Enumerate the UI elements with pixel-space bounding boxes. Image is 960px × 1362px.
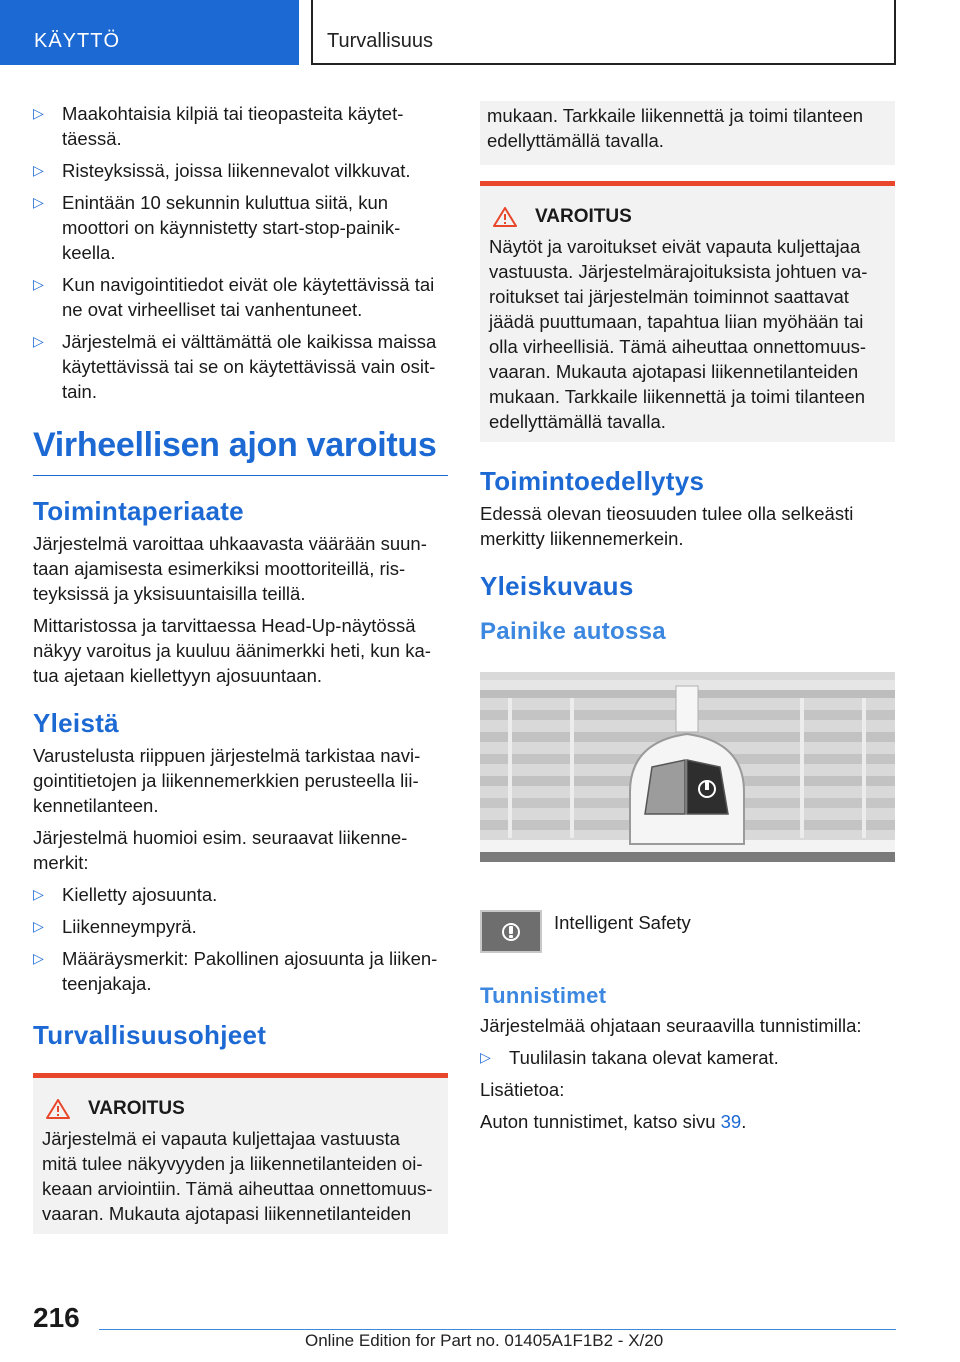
- section-label: KÄYTTÖ: [34, 30, 121, 52]
- list-item: [33, 882, 448, 907]
- list-item-text: Enintään 10 sekunnin kuluttua siitä, kun moottori on käynnistetty start-stop-painik-keella.: [62, 192, 401, 263]
- list-item: [33, 946, 448, 996]
- list-item-text: Kun navigointitiedot eivät ole käytettävissä tai ne ovat virheelliset tai vanhentuneet.: [62, 274, 435, 320]
- right-column: [480, 101, 895, 1141]
- reference-end: .: [741, 1111, 747, 1132]
- bullet-list-signs: [33, 882, 448, 996]
- principle-paragraph-2: Mittaristossa ja tarvittaessa Head-Up-näytössä näkyy varoitus ja kuuluu äänimerkki heti, kun ka-tua ajetaan kiellettyyn ajosuuntaan.: [33, 615, 431, 686]
- bullet-triangle-icon: ▷: [33, 105, 44, 121]
- general-paragraph-2: Järjestelmä huomioi esim. seuraavat liikenne-merkit:: [33, 827, 408, 873]
- sensors-paragraph: Järjestelmää ohjataan seuraavilla tunnistimilla:: [480, 1015, 862, 1036]
- warning-box: [33, 1073, 448, 1234]
- list-item: [33, 158, 448, 183]
- main-heading: Virheellisen ajon varoitus: [33, 426, 448, 476]
- heading-overview: Yleiskuvaus: [480, 571, 634, 601]
- heading-button: Painike autossa: [480, 618, 666, 645]
- page-number: 216: [33, 1302, 80, 1333]
- bullet-triangle-icon: ▷: [33, 918, 44, 934]
- heading-safety: Turvallisuusohjeet: [33, 1020, 267, 1050]
- footer-edition: Online Edition for Part no. 01405A1F1B2 - X/20: [305, 1331, 664, 1350]
- warning-title: VAROITUS: [88, 1098, 185, 1119]
- bullet-triangle-icon: ▷: [33, 162, 44, 178]
- warning-header: [46, 1098, 439, 1120]
- bullet-triangle-icon: ▷: [33, 276, 44, 292]
- warning-text: Järjestelmä ei vapauta kuljettajaa vastuusta mitä tulee näkyvyyden ja liikennetilanteiden oi-keaan arviointiin. Tämä aiheuttaa onnettomuus-vaaran. Mukauta ajotapasi liikennetilanteiden: [42, 1128, 433, 1224]
- heading-principle: Toimintaperiaate: [33, 496, 244, 526]
- list-item-text: Järjestelmä ei välttämättä ole kaikissa maissa käytettävissä tai se on käytettävissä vain osit-tain.: [62, 331, 437, 402]
- more-info-label: Lisätietoa:: [480, 1079, 565, 1100]
- warning-triangle-icon: [46, 1099, 70, 1119]
- list-item-text: Risteyksissä, joissa liikennevalot vilkkuvat.: [62, 160, 411, 181]
- warning-triangle-icon: [493, 207, 517, 227]
- list-item: [33, 914, 448, 939]
- list-item: [33, 329, 448, 404]
- list-item: [33, 101, 448, 151]
- bullet-triangle-icon: ▷: [33, 950, 44, 966]
- list-item-text: Tuulilasin takana olevat kamerat.: [509, 1047, 779, 1068]
- list-item-text: Maakohtaisia kilpiä tai tieopasteita käytet-täessä.: [62, 103, 404, 149]
- list-item-text: Kielletty ajosuunta.: [62, 884, 218, 905]
- button-legend: [480, 910, 895, 953]
- bullet-triangle-icon: ▷: [33, 194, 44, 210]
- button-label: Intelligent Safety: [554, 912, 691, 933]
- bullet-triangle-icon: ▷: [480, 1049, 491, 1065]
- list-item-text: Liikenneympyrä.: [62, 916, 197, 937]
- heading-general: Yleistä: [33, 708, 119, 738]
- bullet-triangle-icon: ▷: [33, 886, 44, 902]
- list-item-text: Määräysmerkit: Pakollinen ajosuunta ja liiken-teenjakaja.: [62, 948, 438, 994]
- list-item: [33, 272, 448, 322]
- warning-text-2: Näytöt ja varoitukset eivät vapauta kuljettajaa vastuusta. Järjestelmärajoituksista johtuen va-roitukset tai järjestelmän toiminnot saattavat jäädä puuttumaan, tapahtua liian myöhään tai olla virheellisiä. Tämä aiheuttaa onnettomuus-vaaran. Mukauta ajotapasi liikennetilanteiden mukaan. Tarkkaile liikennettä ja toimi tilanteen edellyttämällä tavalla.: [489, 236, 868, 432]
- page-reference-link[interactable]: 39: [720, 1111, 742, 1132]
- footer-divider: [99, 1329, 896, 1330]
- warning-title-2: VAROITUS: [535, 206, 632, 227]
- reference-text: Auton tunnistimet, katso sivu: [480, 1111, 716, 1132]
- bullet-list-sensors: [480, 1045, 895, 1070]
- heading-condition: Toimintoedellytys: [480, 466, 705, 496]
- list-item: [480, 1045, 895, 1070]
- warning-text-continued: mukaan. Tarkkaile liikennettä ja toimi tilanteen edellyttämällä tavalla.: [487, 105, 864, 151]
- chapter-title: Turvallisuus: [327, 30, 433, 52]
- condition-paragraph: Edessä olevan tieosuuden tulee olla selkeästi merkitty liikennemerkein.: [480, 503, 854, 549]
- left-column: [33, 101, 448, 1234]
- bullet-triangle-icon: ▷: [33, 333, 44, 349]
- chapter-header: [311, 0, 896, 65]
- reference-line: [480, 1109, 895, 1134]
- warning-box-2: [480, 181, 895, 442]
- bullet-list-conditions: [33, 101, 448, 404]
- section-tab: [0, 0, 299, 65]
- heading-sensors: Tunnistimet: [480, 983, 607, 1008]
- button-photo: [480, 672, 895, 892]
- list-item: [33, 190, 448, 265]
- intelligent-safety-button-icon: [480, 910, 542, 953]
- general-paragraph-1: Varustelusta riippuen järjestelmä tarkistaa navi-gointitietojen ja liikennemerkkien perusteella lii-kennetilanteen.: [33, 745, 421, 816]
- warning-header-2: [493, 206, 886, 228]
- warning-box-continued: [480, 101, 895, 165]
- principle-paragraph-1: Järjestelmä varoittaa uhkaavasta väärään suun-taan ajamisesta esimerkiksi moottoriteillä, ris-teyksissä ja yksisuuntaisilla teillä.: [33, 533, 427, 604]
